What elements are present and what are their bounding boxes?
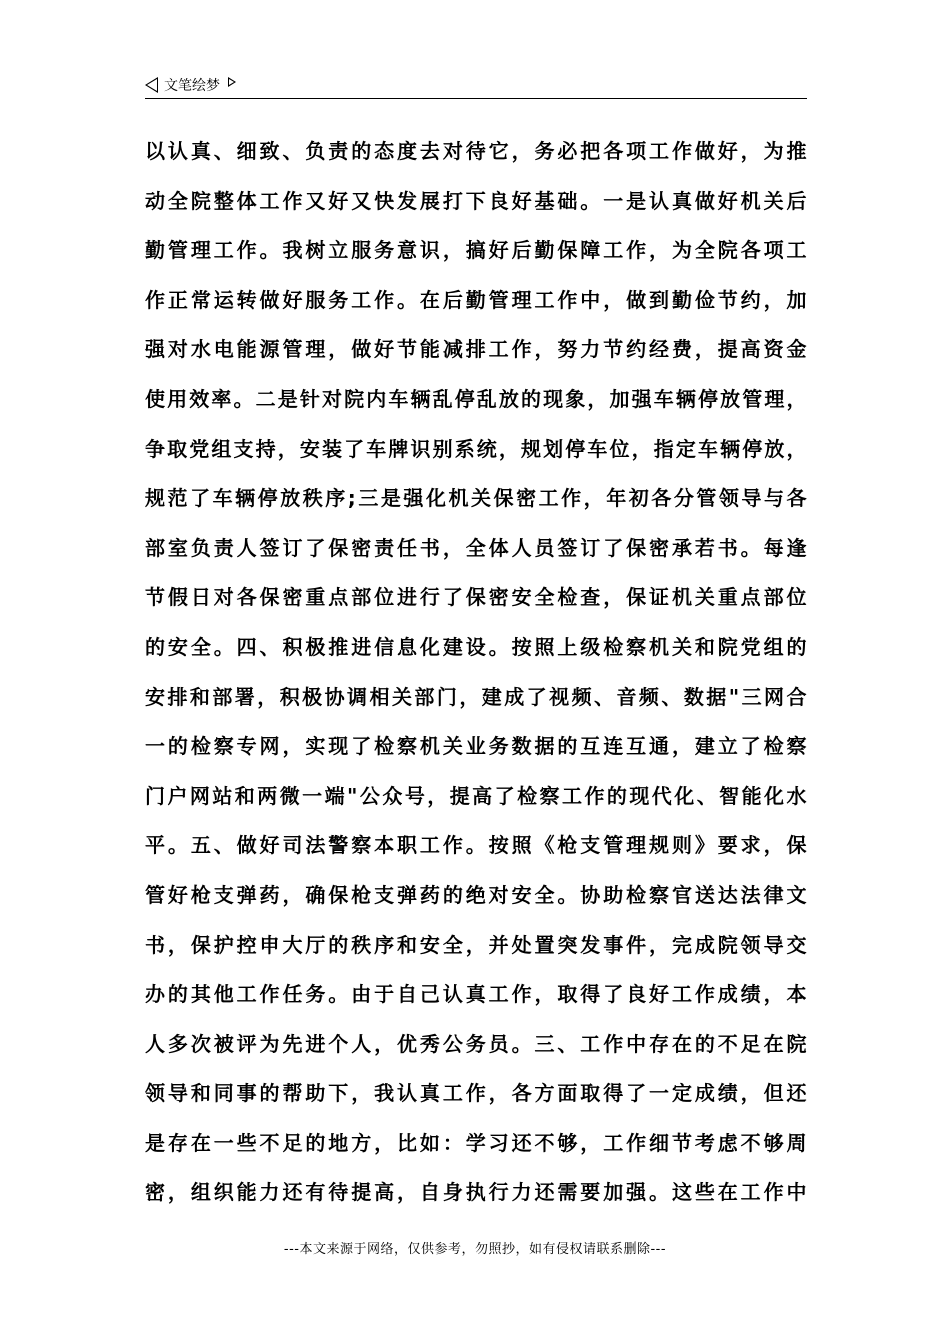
text-line: 管好枪支弹药，确保枪支弹药的绝对安全。协助检察官送达法律文 [145, 882, 807, 907]
text-line: 节假日对各保密重点部位进行了保密安全检查，保证机关重点部位 [145, 585, 807, 610]
text-line: 人多次被评为先进个人，优秀公务员。三、工作中存在的不足在院 [145, 1031, 807, 1056]
text-line: 门户网站和两微一端"公众号，提高了检察工作的现代化、智能化水 [145, 783, 807, 808]
page-footer-disclaimer: ---本文来源于网络，仅供参考，勿照抄，如有侵权请联系删除--- [283, 1242, 667, 1257]
text-line: 以认真、细致、负责的态度去对待它，务必把各项工作做好，为推 [145, 139, 807, 163]
text-line: 的安全。四、积极推进信息化建设。按照上级检察机关和院党组的 [145, 634, 807, 659]
triangle-left-icon [145, 77, 158, 93]
text-line: 办的其他工作任务。由于自己认真工作，取得了良好工作成绩，本 [145, 982, 807, 1007]
page-header [145, 72, 807, 98]
header-title: 文笔绘梦 [164, 78, 220, 94]
text-line: 安排和部署，积极协调相关部门，建成了视频、音频、数据"三网合 [145, 684, 807, 709]
text-line: 争取党组支持，安装了车牌识别系统，规划停车位，指定车辆停放， [145, 436, 807, 461]
text-line: 平。五、做好司法警察本职工作。按照《枪支管理规则》要求，保 [145, 833, 807, 858]
text-line: 部室负责人签订了保密责任书，全体人员签订了保密承若书。每逢 [145, 535, 807, 560]
text-line: 规范了车辆停放秩序;三是强化机关保密工作，年初各分管领导与各 [145, 486, 807, 511]
text-line: 一的检察专网，实现了检察机关业务数据的互连互通，建立了检察 [145, 734, 807, 759]
text-line: 密，组织能力还有待提高，自身执行力还需要加强。这些在工作中 [145, 1180, 807, 1205]
header-divider [145, 98, 807, 99]
text-line: 使用效率。二是针对院内车辆乱停乱放的现象，加强车辆停放管理， [145, 386, 807, 411]
triangle-right-icon [228, 77, 236, 87]
text-line: 领导和同事的帮助下，我认真工作，各方面取得了一定成绩，但还 [145, 1081, 807, 1106]
text-line: 是存在一些不足的地方，比如：学习还不够，工作细节考虑不够周 [145, 1130, 807, 1155]
text-line: 作正常运转做好服务工作。在后勤管理工作中，做到勤俭节约，加 [145, 287, 807, 312]
text-line: 强对水电能源管理，做好节能减排工作，努力节约经费，提高资金 [145, 337, 807, 362]
body-text [145, 127, 807, 1218]
text-line: 勤管理工作。我树立服务意识，搞好后勤保障工作，为全院各项工 [145, 238, 807, 263]
text-line: 书，保护控申大厅的秩序和安全，并处置突发事件，完成院领导交 [145, 932, 807, 957]
text-line: 动全院整体工作又好又快发展打下良好基础。一是认真做好机关后 [145, 188, 807, 213]
